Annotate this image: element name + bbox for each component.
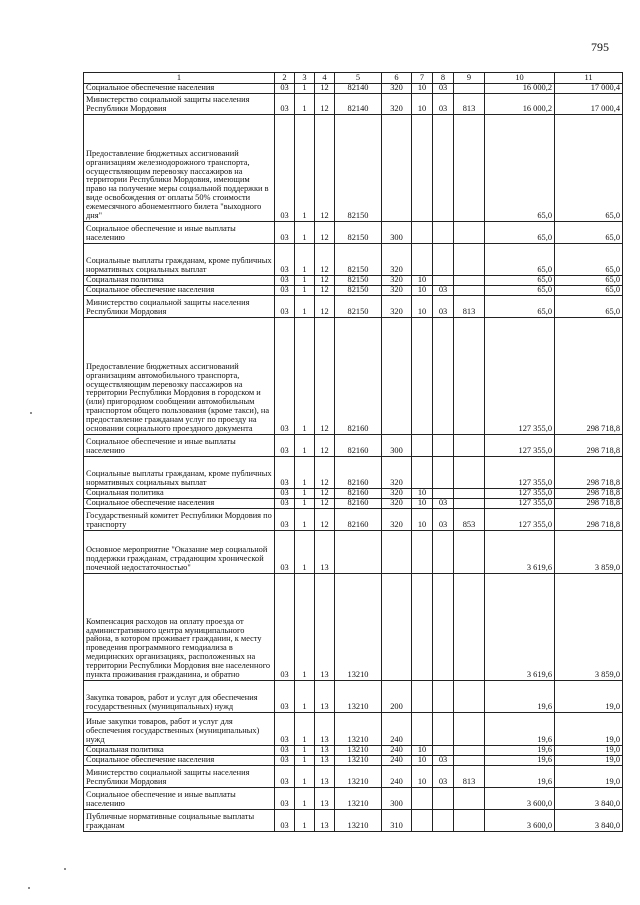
ministry-code xyxy=(454,435,485,457)
subsection xyxy=(433,115,454,222)
expense-type: 320 xyxy=(382,84,412,94)
amount-col11: 65,0 xyxy=(555,244,623,276)
row-name: Социальное обеспечение населения xyxy=(84,84,275,94)
expense-type: 310 xyxy=(382,810,412,832)
section: 10 xyxy=(412,84,433,94)
cell-col3: 1 xyxy=(295,296,315,318)
column-header-1: 1 xyxy=(84,73,275,84)
cell-col3: 1 xyxy=(295,489,315,499)
scan-speck xyxy=(28,887,30,889)
cell-col2: 03 xyxy=(275,509,295,531)
subsection: 03 xyxy=(433,84,454,94)
cell-col3: 1 xyxy=(295,115,315,222)
cell-col4: 12 xyxy=(315,509,335,531)
cell-col3: 1 xyxy=(295,746,315,756)
section: 10 xyxy=(412,489,433,499)
subsection: 03 xyxy=(433,499,454,509)
expense-type: 320 xyxy=(382,244,412,276)
row-name: Основное мероприятие "Оказание мер социальной поддержки гражданам, страдающим хронической почечной недостаточностью" xyxy=(84,531,275,574)
row-name: Государственный комитет Республики Мордовия по транспорту xyxy=(84,509,275,531)
row-name: Социальное обеспечение и иные выплаты населению xyxy=(84,222,275,244)
cell-col3: 1 xyxy=(295,810,315,832)
cell-col3: 1 xyxy=(295,756,315,766)
amount-col10: 19,6 xyxy=(485,756,555,766)
expense-type: 320 xyxy=(382,286,412,296)
subsection xyxy=(433,276,454,286)
expense-type: 320 xyxy=(382,489,412,499)
section xyxy=(412,531,433,574)
ministry-code: 853 xyxy=(454,509,485,531)
table-row xyxy=(84,810,623,832)
ministry-code: 813 xyxy=(454,766,485,788)
table-row xyxy=(84,681,623,713)
column-header-6: 6 xyxy=(382,73,412,84)
cell-col4: 13 xyxy=(315,746,335,756)
row-name: Социальные выплаты гражданам, кроме публичных нормативных социальных выплат xyxy=(84,457,275,489)
cell-col4: 12 xyxy=(315,489,335,499)
cell-col2: 03 xyxy=(275,222,295,244)
subsection xyxy=(433,244,454,276)
row-name: Социальная политика xyxy=(84,276,275,286)
section: 10 xyxy=(412,286,433,296)
cell-col3: 1 xyxy=(295,94,315,115)
table-row xyxy=(84,766,623,788)
ministry-code xyxy=(454,756,485,766)
target-code: 82150 xyxy=(335,244,382,276)
row-name: Социальные выплаты гражданам, кроме публичных нормативных социальных выплат xyxy=(84,244,275,276)
scan-speck xyxy=(30,412,32,414)
cell-col4: 13 xyxy=(315,531,335,574)
cell-col2: 03 xyxy=(275,574,295,681)
target-code: 82160 xyxy=(335,318,382,435)
table-row xyxy=(84,435,623,457)
section: 10 xyxy=(412,509,433,531)
amount-col11: 19,0 xyxy=(555,746,623,756)
cell-col4: 13 xyxy=(315,788,335,810)
amount-col10: 127 355,0 xyxy=(485,509,555,531)
expense-type: 320 xyxy=(382,94,412,115)
target-code: 13210 xyxy=(335,574,382,681)
target-code: 82160 xyxy=(335,489,382,499)
expense-type xyxy=(382,574,412,681)
target-code: 13210 xyxy=(335,756,382,766)
cell-col2: 03 xyxy=(275,94,295,115)
subsection xyxy=(433,788,454,810)
target-code: 82150 xyxy=(335,222,382,244)
amount-col10: 16 000,2 xyxy=(485,94,555,115)
expense-type: 240 xyxy=(382,766,412,788)
section: 10 xyxy=(412,499,433,509)
amount-col10: 127 355,0 xyxy=(485,489,555,499)
cell-col4: 13 xyxy=(315,713,335,746)
amount-col11: 298 718,8 xyxy=(555,457,623,489)
section xyxy=(412,681,433,713)
section xyxy=(412,713,433,746)
amount-col10: 65,0 xyxy=(485,222,555,244)
subsection: 03 xyxy=(433,756,454,766)
amount-col11: 19,0 xyxy=(555,766,623,788)
cell-col2: 03 xyxy=(275,713,295,746)
row-name: Компенсация расходов на оплату проезда от административного центра муниципального района, в котором проживает гражданин, к месту проведения программного гемодиализа в медицинских организациях, расположенных на территории Республики Мордовия вне населенного пункта проживания гражданина, и обратно xyxy=(84,574,275,681)
column-header-3: 3 xyxy=(295,73,315,84)
subsection xyxy=(433,489,454,499)
ministry-code xyxy=(454,574,485,681)
column-header-9: 9 xyxy=(454,73,485,84)
cell-col3: 1 xyxy=(295,435,315,457)
section: 10 xyxy=(412,276,433,286)
cell-col3: 1 xyxy=(295,509,315,531)
ministry-code xyxy=(454,244,485,276)
amount-col10: 16 000,2 xyxy=(485,84,555,94)
table-row xyxy=(84,489,623,499)
cell-col2: 03 xyxy=(275,435,295,457)
subsection: 03 xyxy=(433,286,454,296)
target-code: 13210 xyxy=(335,713,382,746)
amount-col10: 19,6 xyxy=(485,713,555,746)
row-name: Закупка товаров, работ и услуг для обеспечения государственных (муниципальных) нужд xyxy=(84,681,275,713)
amount-col10: 65,0 xyxy=(485,244,555,276)
expense-type xyxy=(382,318,412,435)
target-code xyxy=(335,531,382,574)
cell-col2: 03 xyxy=(275,286,295,296)
amount-col10: 19,6 xyxy=(485,681,555,713)
table-row xyxy=(84,713,623,746)
section: 10 xyxy=(412,766,433,788)
cell-col3: 1 xyxy=(295,499,315,509)
amount-col11: 65,0 xyxy=(555,115,623,222)
expense-type: 200 xyxy=(382,681,412,713)
expense-type: 300 xyxy=(382,788,412,810)
table-row xyxy=(84,318,623,435)
cell-col3: 1 xyxy=(295,244,315,276)
table-body xyxy=(84,84,623,832)
section: 10 xyxy=(412,296,433,318)
cell-col2: 03 xyxy=(275,756,295,766)
amount-col11: 298 718,8 xyxy=(555,509,623,531)
amount-col10: 127 355,0 xyxy=(485,318,555,435)
table-row xyxy=(84,509,623,531)
column-header-10: 10 xyxy=(485,73,555,84)
cell-col3: 1 xyxy=(295,84,315,94)
cell-col2: 03 xyxy=(275,457,295,489)
cell-col3: 1 xyxy=(295,681,315,713)
row-name: Министерство социальной защиты населения Республики Мордовия xyxy=(84,94,275,115)
row-name: Социальная политика xyxy=(84,746,275,756)
expense-type xyxy=(382,115,412,222)
cell-col3: 1 xyxy=(295,276,315,286)
row-name: Социальная политика xyxy=(84,489,275,499)
cell-col2: 03 xyxy=(275,84,295,94)
target-code: 82140 xyxy=(335,84,382,94)
amount-col10: 127 355,0 xyxy=(485,457,555,489)
row-name: Социальное обеспечение населения xyxy=(84,756,275,766)
target-code: 82150 xyxy=(335,276,382,286)
target-code: 13210 xyxy=(335,788,382,810)
amount-col11: 3 859,0 xyxy=(555,574,623,681)
table-row xyxy=(84,115,623,222)
subsection: 03 xyxy=(433,94,454,115)
cell-col3: 1 xyxy=(295,574,315,681)
ministry-code xyxy=(454,115,485,222)
amount-col10: 19,6 xyxy=(485,766,555,788)
section xyxy=(412,435,433,457)
cell-col4: 12 xyxy=(315,244,335,276)
section xyxy=(412,244,433,276)
cell-col3: 1 xyxy=(295,713,315,746)
cell-col2: 03 xyxy=(275,489,295,499)
expense-type: 320 xyxy=(382,499,412,509)
section: 10 xyxy=(412,94,433,115)
amount-col10: 65,0 xyxy=(485,296,555,318)
ministry-code xyxy=(454,84,485,94)
table-row xyxy=(84,84,623,94)
table-row xyxy=(84,94,623,115)
cell-col2: 03 xyxy=(275,115,295,222)
amount-col11: 19,0 xyxy=(555,713,623,746)
cell-col4: 12 xyxy=(315,499,335,509)
ministry-code xyxy=(454,489,485,499)
expense-type xyxy=(382,531,412,574)
target-code: 13210 xyxy=(335,810,382,832)
amount-col11: 298 718,8 xyxy=(555,489,623,499)
amount-col10: 127 355,0 xyxy=(485,499,555,509)
column-header-5: 5 xyxy=(335,73,382,84)
target-code: 82150 xyxy=(335,115,382,222)
column-header-2: 2 xyxy=(275,73,295,84)
table-row xyxy=(84,222,623,244)
cell-col4: 12 xyxy=(315,296,335,318)
ministry-code: 813 xyxy=(454,94,485,115)
table-row xyxy=(84,457,623,489)
cell-col2: 03 xyxy=(275,746,295,756)
table-header-row xyxy=(84,73,623,84)
target-code: 13210 xyxy=(335,746,382,756)
target-code: 13210 xyxy=(335,766,382,788)
amount-col10: 3 600,0 xyxy=(485,810,555,832)
ministry-code xyxy=(454,318,485,435)
page-number: 795 xyxy=(591,40,609,54)
cell-col4: 13 xyxy=(315,756,335,766)
section xyxy=(412,222,433,244)
table-row xyxy=(84,746,623,756)
column-header-11: 11 xyxy=(555,73,623,84)
cell-col2: 03 xyxy=(275,276,295,286)
amount-col10: 127 355,0 xyxy=(485,435,555,457)
ministry-code xyxy=(454,457,485,489)
target-code: 82150 xyxy=(335,296,382,318)
ministry-code xyxy=(454,286,485,296)
target-code: 82160 xyxy=(335,435,382,457)
amount-col11: 298 718,8 xyxy=(555,435,623,457)
section xyxy=(412,574,433,681)
cell-col3: 1 xyxy=(295,222,315,244)
amount-col11: 65,0 xyxy=(555,286,623,296)
section xyxy=(412,810,433,832)
ministry-code xyxy=(454,681,485,713)
cell-col2: 03 xyxy=(275,681,295,713)
amount-col10: 3 619,6 xyxy=(485,531,555,574)
cell-col4: 12 xyxy=(315,286,335,296)
subsection xyxy=(433,318,454,435)
row-name: Министерство социальной защиты населения Республики Мордовия xyxy=(84,296,275,318)
target-code: 82160 xyxy=(335,457,382,489)
row-name: Социальное обеспечение и иные выплаты населению xyxy=(84,435,275,457)
cell-col4: 12 xyxy=(315,115,335,222)
cell-col4: 12 xyxy=(315,94,335,115)
expense-type: 240 xyxy=(382,746,412,756)
amount-col11: 65,0 xyxy=(555,296,623,318)
expense-type: 300 xyxy=(382,435,412,457)
target-code: 82150 xyxy=(335,286,382,296)
subsection xyxy=(433,457,454,489)
ministry-code xyxy=(454,788,485,810)
target-code: 82140 xyxy=(335,94,382,115)
cell-col2: 03 xyxy=(275,499,295,509)
subsection: 03 xyxy=(433,296,454,318)
row-name: Иные закупки товаров, работ и услуг для обеспечения государственных (муниципальных) нужд xyxy=(84,713,275,746)
table-row xyxy=(84,244,623,276)
cell-col4: 12 xyxy=(315,276,335,286)
expense-type: 320 xyxy=(382,296,412,318)
table-row xyxy=(84,499,623,509)
column-header-8: 8 xyxy=(433,73,454,84)
ministry-code xyxy=(454,222,485,244)
table-row xyxy=(84,276,623,286)
subsection: 03 xyxy=(433,766,454,788)
cell-col3: 1 xyxy=(295,318,315,435)
section: 10 xyxy=(412,756,433,766)
row-name: Предоставление бюджетных ассигнований организациям автомобильного транспорта, осуществляющим перевозку пассажиров на территории Республики Мордовия в городском и (или) пригородном сообщении автомобильным транспортом общего пользования (кроме такси), на предоставление гражданам услуг по проезду на основании социального проездного документа xyxy=(84,318,275,435)
cell-col3: 1 xyxy=(295,286,315,296)
cell-col4: 13 xyxy=(315,766,335,788)
subsection xyxy=(433,746,454,756)
expense-type: 300 xyxy=(382,222,412,244)
scan-speck xyxy=(64,868,66,870)
ministry-code xyxy=(454,531,485,574)
row-name: Предоставление бюджетных ассигнований организациям железнодорожного транспорта, осуществляющим перевозку пассажиров на территории Республики Мордовия, имеющим право на получение меры социальной поддержки в виде освобождения от оплаты 50% стоимости ежемесячного абонементного билета "выходного дня" xyxy=(84,115,275,222)
table-row xyxy=(84,788,623,810)
cell-col4: 12 xyxy=(315,84,335,94)
amount-col10: 65,0 xyxy=(485,276,555,286)
ministry-code: 813 xyxy=(454,296,485,318)
cell-col2: 03 xyxy=(275,296,295,318)
subsection: 03 xyxy=(433,509,454,531)
cell-col3: 1 xyxy=(295,766,315,788)
row-name: Министерство социальной защиты населения Республики Мордовия xyxy=(84,766,275,788)
amount-col11: 298 718,8 xyxy=(555,499,623,509)
cell-col4: 12 xyxy=(315,222,335,244)
expense-type: 320 xyxy=(382,509,412,531)
cell-col3: 1 xyxy=(295,457,315,489)
amount-col10: 3 619,6 xyxy=(485,574,555,681)
table-row xyxy=(84,296,623,318)
ministry-code xyxy=(454,746,485,756)
ministry-code xyxy=(454,810,485,832)
target-code: 82160 xyxy=(335,509,382,531)
table-row xyxy=(84,531,623,574)
cell-col4: 12 xyxy=(315,435,335,457)
amount-col11: 3 840,0 xyxy=(555,810,623,832)
row-name: Публичные нормативные социальные выплаты гражданам xyxy=(84,810,275,832)
subsection xyxy=(433,531,454,574)
expense-type: 320 xyxy=(382,276,412,286)
cell-col2: 03 xyxy=(275,244,295,276)
amount-col10: 65,0 xyxy=(485,286,555,296)
amount-col11: 298 718,8 xyxy=(555,318,623,435)
subsection xyxy=(433,435,454,457)
row-name: Социальное обеспечение и иные выплаты населению xyxy=(84,788,275,810)
column-header-7: 7 xyxy=(412,73,433,84)
subsection xyxy=(433,810,454,832)
section xyxy=(412,788,433,810)
cell-col4: 13 xyxy=(315,810,335,832)
amount-col10: 65,0 xyxy=(485,115,555,222)
target-code: 82160 xyxy=(335,499,382,509)
table-row xyxy=(84,286,623,296)
section xyxy=(412,457,433,489)
amount-col11: 65,0 xyxy=(555,222,623,244)
amount-col11: 19,0 xyxy=(555,681,623,713)
target-code: 13210 xyxy=(335,681,382,713)
cell-col4: 13 xyxy=(315,681,335,713)
cell-col4: 13 xyxy=(315,574,335,681)
amount-col11: 17 000,4 xyxy=(555,84,623,94)
amount-col10: 19,6 xyxy=(485,746,555,756)
cell-col4: 12 xyxy=(315,318,335,435)
amount-col10: 3 600,0 xyxy=(485,788,555,810)
amount-col11: 3 859,0 xyxy=(555,531,623,574)
expense-type: 320 xyxy=(382,457,412,489)
amount-col11: 17 000,4 xyxy=(555,94,623,115)
section xyxy=(412,318,433,435)
ministry-code xyxy=(454,276,485,286)
ministry-code xyxy=(454,713,485,746)
cell-col2: 03 xyxy=(275,531,295,574)
ministry-code xyxy=(454,499,485,509)
expense-type: 240 xyxy=(382,756,412,766)
section: 10 xyxy=(412,746,433,756)
budget-table xyxy=(83,72,623,832)
cell-col4: 12 xyxy=(315,457,335,489)
expense-type: 240 xyxy=(382,713,412,746)
row-name: Социальное обеспечение населения xyxy=(84,499,275,509)
subsection xyxy=(433,713,454,746)
cell-col2: 03 xyxy=(275,766,295,788)
cell-col3: 1 xyxy=(295,788,315,810)
section xyxy=(412,115,433,222)
column-header-4: 4 xyxy=(315,73,335,84)
subsection xyxy=(433,574,454,681)
table-row xyxy=(84,574,623,681)
cell-col2: 03 xyxy=(275,810,295,832)
cell-col2: 03 xyxy=(275,788,295,810)
amount-col11: 3 840,0 xyxy=(555,788,623,810)
subsection xyxy=(433,222,454,244)
row-name: Социальное обеспечение населения xyxy=(84,286,275,296)
amount-col11: 65,0 xyxy=(555,276,623,286)
amount-col11: 19,0 xyxy=(555,756,623,766)
table-row xyxy=(84,756,623,766)
cell-col3: 1 xyxy=(295,531,315,574)
subsection xyxy=(433,681,454,713)
cell-col2: 03 xyxy=(275,318,295,435)
